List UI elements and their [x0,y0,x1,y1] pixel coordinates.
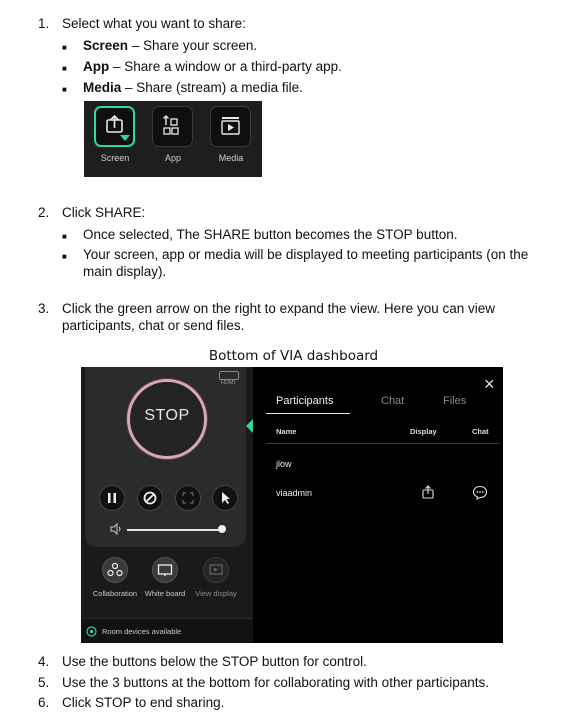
control-card [85,367,246,547]
collaboration-label: Collaboration [92,589,138,598]
chat-bubble-icon[interactable] [472,485,488,500]
volume-slider-handle[interactable] [218,525,226,533]
room-status-text: Room devices available [102,627,182,636]
room-status-bar [81,618,253,643]
step-number: 2. [38,205,50,220]
bullet-icon: ■ [62,85,67,94]
stop-button[interactable] [127,379,207,459]
volume-slider-track[interactable] [127,529,221,531]
screen-share-icon [96,108,133,145]
bullet-icon: ■ [62,232,67,241]
screen-label: Screen [100,153,130,163]
step-number: 4. [38,654,50,669]
pointer-button[interactable] [212,485,238,511]
column-header-chat: Chat [472,427,489,436]
step-number: 6. [38,695,50,710]
media-play-icon [211,107,250,146]
step-text: Use the 3 buttons at the bottom for collaborating with other participants. [62,675,489,690]
header-divider [266,443,500,444]
participant-name: viaadmin [276,488,313,498]
whiteboard-icon [153,558,177,582]
bullet-icon: ■ [62,64,67,73]
via-dashboard [81,367,503,643]
view-display-icon [204,558,228,582]
whiteboard-label: White board [144,589,186,598]
step-text: Click SHARE: [62,205,146,220]
bullet-icon: ■ [62,252,67,261]
fullscreen-button[interactable] [175,485,201,511]
figure-caption: Bottom of VIA dashboard [208,348,379,364]
step-number: 1. [38,16,50,31]
hdmi-icon [219,371,239,380]
step-text-continued: participants, chat or send files. [62,318,245,333]
step-number: 3. [38,301,50,316]
fullscreen-icon [176,486,200,510]
app-grid-icon [153,107,192,146]
pointer-icon [213,486,237,510]
share-option-app: App – Share a window or a third-party app. [83,59,342,74]
whiteboard-button[interactable] [152,557,178,583]
bullet-text: Your screen, app or media will be displayed to meeting participants (on the [83,247,529,262]
pause-button[interactable] [99,485,125,511]
step-text: Click the green arrow on the right to expand the view. Here you can view [62,301,495,316]
participants-pane [253,367,503,643]
close-icon[interactable]: × [484,374,495,394]
column-header-name: Name [276,427,297,436]
step-text: Use the buttons below the STOP button for control. [62,654,367,669]
block-icon [138,486,162,510]
app-share-button[interactable] [152,106,193,147]
hdmi-label: HDMI [220,380,236,386]
tab-files[interactable]: Files [443,395,467,407]
display-share-icon[interactable] [420,484,436,500]
pause-icon [100,486,124,510]
bullet-text-continued: main display). [83,264,167,279]
bullet-icon: ■ [62,43,67,52]
column-header-display: Display [410,427,437,436]
app-label: App [164,153,181,163]
share-option-media: Media – Share (stream) a media file. [83,80,303,95]
participant-name: jlow [276,459,292,469]
view-display-label: View display [195,589,237,598]
tab-chat[interactable]: Chat [381,395,405,407]
share-panel [84,101,262,177]
share-option-screen: Screen – Share your screen. [83,38,258,53]
media-label: Media [218,153,244,163]
collaboration-button[interactable] [102,557,128,583]
step-text: Select what you want to share: [62,16,246,31]
step-number: 5. [38,675,50,690]
view-display-button[interactable] [203,557,229,583]
step-text: Click STOP to end sharing. [62,695,225,710]
block-button[interactable] [137,485,163,511]
bullet-text: Once selected, The SHARE button becomes the STOP button. [83,227,458,242]
tab-participants[interactable]: Participants [276,395,334,407]
screen-share-button[interactable] [94,106,135,147]
media-share-button[interactable] [210,106,251,147]
room-devices-icon [86,626,97,637]
collaboration-icon [103,558,127,582]
volume-icon [109,522,123,536]
dashboard-left-column [81,367,253,643]
active-tab-underline [266,413,350,414]
stop-label: STOP [144,407,190,424]
